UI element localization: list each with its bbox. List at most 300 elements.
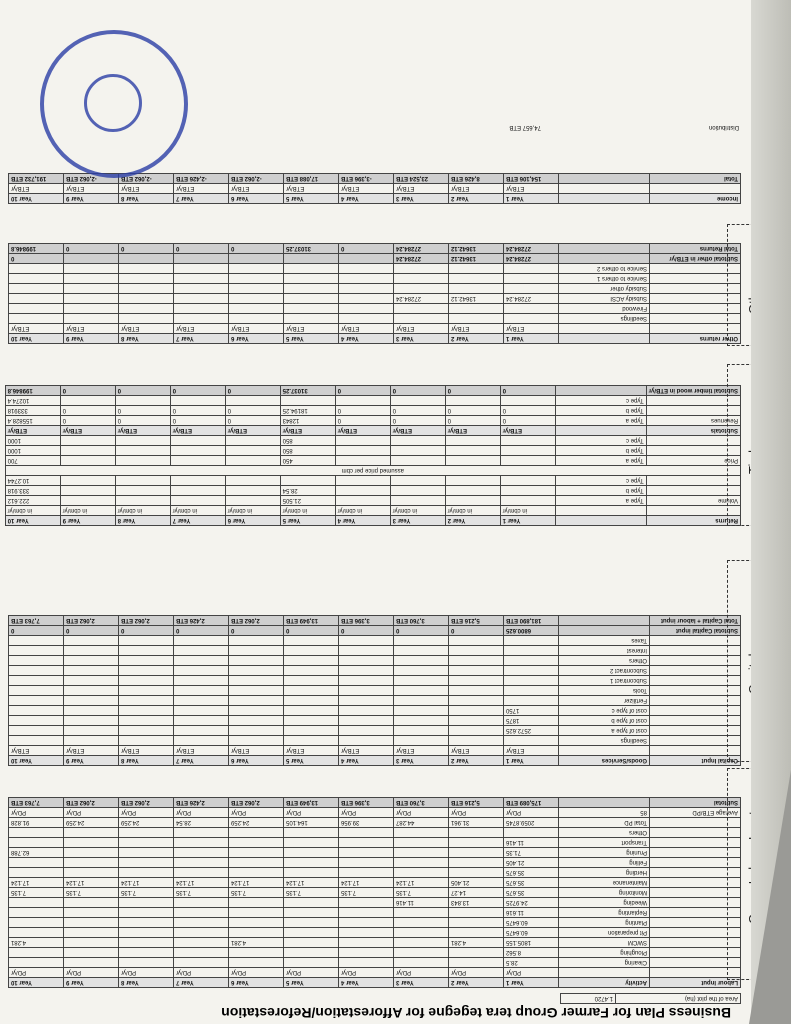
table-row	[9, 676, 741, 686]
unit-cell: ETB/yr	[9, 184, 64, 194]
row-value	[174, 646, 229, 656]
area-table	[560, 993, 741, 1004]
row-value	[64, 736, 119, 746]
row-value	[115, 456, 170, 466]
row-value	[174, 736, 229, 746]
row-value	[119, 304, 174, 314]
row-value	[174, 696, 229, 706]
row-label: cost of type c	[559, 706, 650, 716]
table-row	[9, 696, 741, 706]
row-value	[284, 898, 339, 908]
row-value	[174, 656, 229, 666]
row-value	[339, 928, 394, 938]
row-value	[394, 848, 449, 858]
table-row	[9, 918, 741, 928]
row-label: Type a	[555, 416, 646, 426]
subtotal-value: 0	[500, 386, 555, 396]
unit-cell: ETB/yr	[339, 746, 394, 756]
header-label: Capital Input	[650, 756, 741, 766]
header-label: Labour Input	[650, 978, 741, 988]
row-value	[174, 676, 229, 686]
row-value: 1805.155	[504, 938, 559, 948]
row-value: 0	[225, 406, 280, 416]
row-value	[284, 656, 339, 666]
row-value: 24.9725	[504, 898, 559, 908]
subtotal-value: 13642.12	[449, 244, 504, 254]
row-value	[229, 928, 284, 938]
row-value	[339, 848, 394, 858]
subtotal-value: 2,426 ETB	[174, 798, 229, 808]
row-value	[119, 858, 174, 868]
row-value	[64, 858, 119, 868]
row-value	[170, 456, 225, 466]
row-value	[119, 908, 174, 918]
other-returns-table	[8, 243, 741, 344]
row-value	[64, 848, 119, 858]
row-value	[284, 838, 339, 848]
unit-cell: ETB/yr	[504, 324, 559, 334]
row-label: Service to others 2	[559, 264, 650, 274]
subtotal-value: 0	[394, 626, 449, 636]
subtotal-value: 27284.24	[504, 244, 559, 254]
subtotal-value: 0	[174, 626, 229, 636]
subtotal-value: 5,216 ETB	[449, 798, 504, 808]
row-value	[119, 838, 174, 848]
header-label: Income	[650, 194, 741, 204]
row-value	[449, 686, 504, 696]
subtotal-value: -2,062 ETB	[229, 174, 284, 184]
row-value	[449, 274, 504, 284]
row-value: 7.135	[64, 888, 119, 898]
row-value: 0	[115, 406, 170, 416]
row-value: 0	[445, 416, 500, 426]
row-value	[64, 696, 119, 706]
subtotal-value: 5,216 ETB	[449, 616, 504, 626]
avg-value: 85	[559, 808, 650, 818]
row-value	[280, 396, 335, 406]
row-value	[339, 264, 394, 274]
header-label: Other returns	[650, 334, 741, 344]
row-label: Felling	[559, 858, 650, 868]
year-header-row	[5, 516, 740, 526]
row-label: Type a	[555, 496, 646, 506]
avg-unit: PD/yr	[449, 808, 504, 818]
subtotal-value: 2,062 ETB	[229, 798, 284, 808]
row-value: 450	[280, 456, 335, 466]
row-value	[174, 706, 229, 716]
year-header: Year 6	[229, 756, 284, 766]
table-row	[9, 736, 741, 746]
subtotal-value: 0	[9, 254, 64, 264]
stamp-seal-icon	[40, 30, 188, 178]
unit-cell: PD/yr	[174, 968, 229, 978]
year-header-row	[9, 978, 741, 988]
subtotal-value: 7,763 ETB	[9, 798, 64, 808]
row-value	[394, 908, 449, 918]
row-label: Service to others 1	[559, 274, 650, 284]
row-value	[449, 918, 504, 928]
row-value: 0	[335, 416, 390, 426]
row-value	[229, 716, 284, 726]
row-value: 0	[225, 416, 280, 426]
revenue-unit: ETB/yr	[445, 426, 500, 436]
row-value	[9, 918, 64, 928]
subtotal-spacer	[559, 798, 650, 808]
row-value	[339, 828, 394, 838]
row-value	[64, 304, 119, 314]
row-value	[229, 676, 284, 686]
year-header: Year 4	[339, 194, 394, 204]
unit-cell: ETB/yr	[64, 184, 119, 194]
unit-cell: ETB/yr	[394, 324, 449, 334]
row-value	[339, 686, 394, 696]
row-value: 7.135	[229, 888, 284, 898]
row-value	[9, 264, 64, 274]
row-label: Subcontract 2	[559, 666, 650, 676]
row-value	[64, 666, 119, 676]
row-value: 24.259	[119, 818, 174, 828]
unit-cell: PD/yr	[449, 968, 504, 978]
row-group: Price	[646, 456, 740, 466]
row-value	[394, 666, 449, 676]
subtotal-spacer	[559, 244, 650, 254]
table-row	[9, 898, 741, 908]
subtotal-value: 191,732 ETB	[9, 174, 64, 184]
unit-cell: ETB/yr	[449, 746, 504, 756]
row-value	[390, 456, 445, 466]
year-header: Year 2	[449, 194, 504, 204]
year-header: Year 9	[64, 978, 119, 988]
row-value	[449, 868, 504, 878]
row-value	[500, 436, 555, 446]
subtotal-value: 0	[64, 244, 119, 254]
subtotal-value: 17,088 ETB	[284, 174, 339, 184]
row-value	[390, 486, 445, 496]
unit-cell: in cbm/yr	[390, 506, 445, 516]
row-value	[174, 274, 229, 284]
row-value	[339, 838, 394, 848]
row-value	[394, 656, 449, 666]
year-header: Year 5	[284, 334, 339, 344]
subtotal-value: 0	[445, 386, 500, 396]
header-sublabel: Activity	[559, 978, 650, 988]
row-value	[174, 294, 229, 304]
unit-cell: PD/yr	[229, 968, 284, 978]
row-value	[339, 908, 394, 918]
row-value: 4.281	[229, 938, 284, 948]
row-value: 1000	[5, 436, 60, 446]
row-value	[225, 446, 280, 456]
row-value	[229, 686, 284, 696]
table-row	[5, 486, 740, 496]
row-value	[170, 476, 225, 486]
unit-cell: ETB/yr	[284, 746, 339, 756]
row-value	[449, 636, 504, 646]
unit-spacer	[559, 746, 650, 756]
row-label: Planting	[559, 918, 650, 928]
row-value: 7.135	[394, 888, 449, 898]
row-label: Pruning	[559, 848, 650, 858]
year-header: Year 10	[9, 756, 64, 766]
year-header: Year 9	[60, 516, 115, 526]
unit-spacer	[559, 324, 650, 334]
row-value	[229, 646, 284, 656]
row-value: 1875	[504, 716, 559, 726]
row-value: 0	[115, 416, 170, 426]
unit-cell: ETB/yr	[119, 746, 174, 756]
avg-unit: PD/yr	[339, 808, 394, 818]
row-value	[504, 274, 559, 284]
row-value	[229, 828, 284, 838]
row-value	[445, 486, 500, 496]
row-value	[284, 676, 339, 686]
row-value	[9, 908, 64, 918]
year-header: Year 10	[9, 194, 64, 204]
row-value	[504, 676, 559, 686]
row-value	[390, 476, 445, 486]
row-value	[174, 858, 229, 868]
row-value	[394, 858, 449, 868]
row-value	[9, 838, 64, 848]
table-row	[9, 646, 741, 656]
row-value	[174, 898, 229, 908]
row-label: Herding	[559, 868, 650, 878]
row-value	[174, 314, 229, 324]
row-value: 17.124	[64, 878, 119, 888]
row-value	[9, 274, 64, 284]
row-value	[339, 284, 394, 294]
row-value: 0	[390, 416, 445, 426]
row-value	[119, 264, 174, 274]
row-value	[9, 656, 64, 666]
row-value	[64, 636, 119, 646]
row-value	[284, 948, 339, 958]
row-value: 13642.12	[449, 294, 504, 304]
row-value	[500, 496, 555, 506]
table-row	[9, 888, 741, 898]
row-value: 1000	[5, 446, 60, 456]
row-value	[64, 314, 119, 324]
subtotal-value: -2,062 ETB	[119, 174, 174, 184]
row-value	[225, 436, 280, 446]
row-value	[339, 958, 394, 968]
subtotal-value: 27284.24	[504, 254, 559, 264]
subtotal-row	[9, 616, 741, 626]
row-value: 4.281	[449, 938, 504, 948]
year-header-row	[9, 194, 741, 204]
subtotal-row	[5, 386, 740, 396]
row-value	[449, 666, 504, 676]
row-value	[339, 868, 394, 878]
row-label: Type b	[555, 486, 646, 496]
unit-cell: ETB/yr	[174, 746, 229, 756]
row-value	[9, 636, 64, 646]
row-value	[174, 264, 229, 274]
row-value	[174, 908, 229, 918]
row-value	[394, 636, 449, 646]
row-value	[64, 898, 119, 908]
subtotal-spacer	[555, 386, 646, 396]
row-value	[504, 314, 559, 324]
row-value	[119, 706, 174, 716]
row-value	[504, 264, 559, 274]
row-value	[229, 636, 284, 646]
year-header: Year 6	[229, 334, 284, 344]
subtotal-value: 175,089 ETB	[504, 798, 559, 808]
row-value	[9, 696, 64, 706]
unit-cell: in cbm/yr	[500, 506, 555, 516]
row-value	[284, 646, 339, 656]
row-value	[284, 314, 339, 324]
year-header: Year 4	[335, 516, 390, 526]
row-value: 91.828	[9, 818, 64, 828]
unit-cell: ETB/yr	[229, 746, 284, 756]
row-label: Type b	[555, 406, 646, 416]
row-value	[394, 958, 449, 968]
row-value	[64, 918, 119, 928]
year-header: Year 6	[229, 978, 284, 988]
row-label: Monitoring	[559, 888, 650, 898]
avg-unit: PD/yr	[9, 808, 64, 818]
distribution-value: 74,657 ETB	[509, 124, 541, 130]
row-value	[119, 284, 174, 294]
subtotal-value: 13,949 ETB	[284, 798, 339, 808]
row-label: Interest	[559, 646, 650, 656]
row-value	[339, 726, 394, 736]
avg-unit: PD/yr	[504, 808, 559, 818]
row-value	[174, 838, 229, 848]
row-label: cost of type a	[559, 726, 650, 736]
row-value	[64, 726, 119, 736]
table-row	[9, 908, 741, 918]
row-value	[449, 848, 504, 858]
revenue-unit: ETB/yr	[500, 426, 555, 436]
row-value: 11.416	[504, 838, 559, 848]
unit-spacer	[559, 184, 650, 194]
row-value	[394, 686, 449, 696]
row-value	[335, 486, 390, 496]
row-label: Type c	[555, 396, 646, 406]
revenue-unit: ETB/yr	[390, 426, 445, 436]
row-value	[115, 486, 170, 496]
row-value	[284, 726, 339, 736]
unit-cell: PD/yr	[504, 968, 559, 978]
unit-cell: ETB/yr	[504, 184, 559, 194]
table-row	[9, 948, 741, 958]
unit-cell: PD/yr	[64, 968, 119, 978]
row-value: 60.6475	[504, 928, 559, 938]
row-value	[229, 274, 284, 284]
revenue-unit: ETB/yr	[170, 426, 225, 436]
revenue-unit: ETB/yr	[60, 426, 115, 436]
subtotal-row	[9, 244, 741, 254]
year-header: Year 7	[170, 516, 225, 526]
row-value	[445, 496, 500, 506]
header-label: Returns	[646, 516, 740, 526]
unit-cell: in cbm/yr	[225, 506, 280, 516]
subtotal-row	[9, 254, 741, 264]
unit-cell: PD/yr	[9, 968, 64, 978]
row-value	[9, 716, 64, 726]
row-value	[339, 918, 394, 928]
table-row	[5, 446, 740, 456]
row-value	[394, 828, 449, 838]
year-header: Year 3	[394, 194, 449, 204]
row-value	[284, 274, 339, 284]
row-value: 333.918	[5, 486, 60, 496]
row-value: 0	[500, 416, 555, 426]
row-value	[119, 636, 174, 646]
row-value	[449, 304, 504, 314]
year-header: Year 9	[64, 334, 119, 344]
year-header: Year 1	[504, 334, 559, 344]
row-value	[170, 396, 225, 406]
table-row	[9, 868, 741, 878]
row-value	[64, 706, 119, 716]
row-value	[170, 446, 225, 456]
year-header: Year 2	[449, 756, 504, 766]
table-row	[9, 858, 741, 868]
row-value	[339, 666, 394, 676]
unit-cell: ETB/yr	[9, 324, 64, 334]
row-value	[449, 646, 504, 656]
row-value	[504, 696, 559, 706]
row-value: 0	[500, 406, 555, 416]
row-value	[9, 676, 64, 686]
row-label: Fertilizer	[559, 696, 650, 706]
row-value	[64, 928, 119, 938]
row-value	[394, 264, 449, 274]
row-value	[229, 696, 284, 706]
row-value	[284, 284, 339, 294]
subtotal-value: 3,396 ETB	[339, 616, 394, 626]
table-row	[9, 656, 741, 666]
row-value	[174, 686, 229, 696]
table-row	[9, 878, 741, 888]
row-value: 7.135	[339, 888, 394, 898]
table-row	[5, 436, 740, 446]
unit-cell: PD/yr	[284, 968, 339, 978]
row-label: Type b	[555, 446, 646, 456]
row-value	[339, 314, 394, 324]
subtotal-value	[339, 254, 394, 264]
row-value	[9, 828, 64, 838]
revenue-unit: ETB/yr	[225, 426, 280, 436]
unit-cell: ETB/yr	[174, 324, 229, 334]
table-row	[5, 416, 740, 426]
row-value	[119, 948, 174, 958]
row-value	[115, 496, 170, 506]
row-value: 17.124	[174, 878, 229, 888]
row-value	[64, 828, 119, 838]
year-header: Year 3	[394, 756, 449, 766]
row-label: Others	[559, 656, 650, 666]
row-label: Tools	[559, 686, 650, 696]
row-value: 10.2744	[5, 476, 60, 486]
subtotals-label: Subtotals	[646, 426, 740, 436]
row-value	[64, 656, 119, 666]
year-header: Year 5	[284, 756, 339, 766]
table-row	[9, 818, 741, 828]
row-value	[390, 436, 445, 446]
unit-cell: ETB/yr	[64, 746, 119, 756]
row-value	[284, 736, 339, 746]
row-value	[64, 284, 119, 294]
row-value	[284, 264, 339, 274]
row-value	[119, 716, 174, 726]
row-value	[449, 656, 504, 666]
row-value	[339, 948, 394, 958]
